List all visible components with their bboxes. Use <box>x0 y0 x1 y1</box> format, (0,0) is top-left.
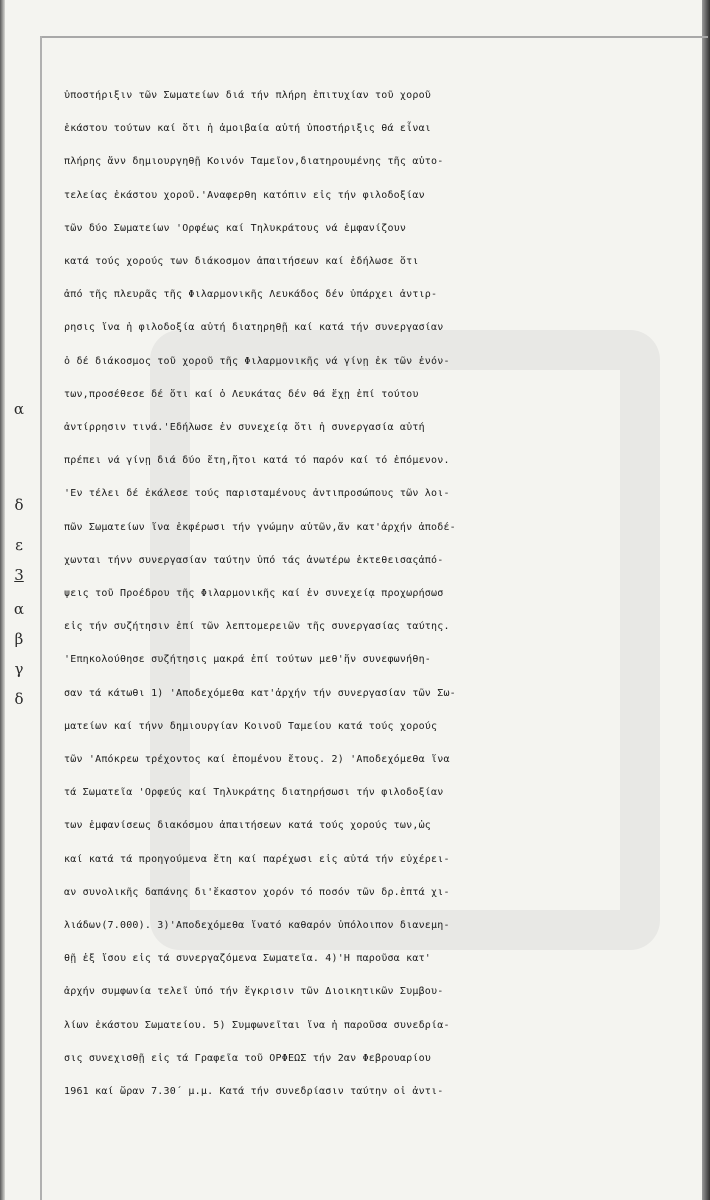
text-line: κατά τούς χορούς των διάκοσμον ἀπαιτήσεων καί ἐδήλωσε ὅτι <box>64 256 419 267</box>
text-line: ἑκάστου τούτων καί ὅτι ἡ ἀμοιβαία αὐτή ὑποστήριξις θά εἶναι <box>64 123 432 134</box>
margin-mark: δ <box>14 496 24 514</box>
margin-mark: α <box>13 600 25 618</box>
text-line: ὁ δέ διάκοσμος τοῦ χοροῦ τῆς Φιλαρμονικῆς νά γίνῃ ἐκ τῶν ἐνόν- <box>64 356 450 367</box>
text-line: λίων ἑκάστου Σωματείου. 5) Συμφωνεῖται ἵνα ἡ παροῦσα συνεδρία- <box>64 1020 450 1031</box>
text-line: ἀρχήν συμφωνία τελεῖ ὑπό τήν ἔγκρισιν τῶν Διοικητικῶν Συμβου- <box>64 986 444 997</box>
text-line: εἰς τήν συζήτησιν ἐπί τῶν λεπτομερειῶν τῆς συνεργασίας ταύτης. <box>64 621 450 632</box>
text-line: πῶν Σωματείων ἵνα ἐκφέρωσι τήν γνώμην αὐτῶν,ἄν κατ'ἀρχήν ἀποδέ- <box>64 522 456 533</box>
text-line: καί κατά τά προηγούμενα ἔτη καί παρέχωσι εἰς αὐτά τήν εὐχέρει- <box>64 854 450 865</box>
text-line: ἀντίρρησιν τινά.'Εδήλωσε ἐν συνεχείᾳ ὅτι ἡ συνεργασία αὐτή <box>64 422 425 433</box>
margin-mark: γ <box>14 660 24 678</box>
text-line: των ἐμφανίσεως διακόσμου ἀπαιτήσεων κατά τούς χορούς των,ὡς <box>64 820 432 831</box>
text-line: τελείας ἑκάστου χοροῦ.'Αναφερθη κατόπιν εἰς τήν φιλοδοξίαν <box>64 190 425 201</box>
text-line: χωνται τήνν συνεργασίαν ταύτην ὑπό τάς ἀνωτέρω ἐκτεθεισαςἀπό- <box>64 555 444 566</box>
text-line: ψεις τοῦ Προέδρου τῆς Φιλαρμονικῆς καί ἐν συνεχείᾳ προχωρήσωσ <box>64 588 444 599</box>
text-line: ρησις ἵνα ἡ φιλοδοξία αὐτή διατηρηθῇ καί κατά τήν συνεργασίαν <box>64 322 444 333</box>
margin-mark: 3 <box>14 566 24 584</box>
text-line: σις συνεχισθῇ εἰς τά Γραφεῖα τοῦ ΟΡΦΕΩΣ τήν 2αν Φεβρουαρίου <box>64 1053 432 1064</box>
text-line: 'Εν τέλει δέ ἐκάλεσε τούς παρισταμένους ἀντιπροσώπους τῶν λοι- <box>64 488 450 499</box>
margin-mark: ε <box>15 536 23 554</box>
text-line: τῶν δύο Σωματείων 'Ορφέως καί Τηλυκράτους νά ἐμφανίζουν <box>64 223 407 234</box>
text-line: αν συνολικῆς δαπάνης δι'ἕκαστον χορόν τό ποσόν τῶν δρ.ἑπτά χι- <box>64 887 450 898</box>
margin-mark: δ <box>14 690 24 708</box>
text-line: θῇ ἐξ ἴσου εἰς τά συνεργαζόμενα Σωματεῖα. 4)'Η παροῦσα κατ' <box>64 953 432 964</box>
text-line: πρέπει νά γίνῃ διά δύο ἔτη,ἤτοι κατά τό παρόν καί τό ἑπόμενον. <box>64 455 450 466</box>
text-line: ματείων καί τήνν δημιουργίαν Κοινοῦ Ταμείου κατά τούς χορούς <box>64 721 438 732</box>
text-line: σαν τά κάτωθι 1) 'Αποδεχόμεθα κατ'ἀρχήν τήν συνεργασίαν τῶν Σω- <box>64 688 456 699</box>
margin-mark: β <box>14 630 24 648</box>
text-line: 1961 καί ὥραν 7.30΄ μ.μ. Κατά τήν συνεδρίασιν ταύτην οἱ ἀντι- <box>64 1086 444 1097</box>
text-line: πλήρης ἄνν δημιουργηθῇ Κοινόν Ταμεῖον,διατηρουμένης τῆς αὐτο- <box>64 156 444 167</box>
text-line: ὑποστήριξιν τῶν Σωματείων διά τήν πλήρη ἐπιτυχίαν τοῦ χοροῦ <box>64 90 432 101</box>
text-line: 'Επηκολούθησε συζήτησις μακρά ἐπί τούτων μεθ'ἥν συνεφωνήθη- <box>64 654 432 665</box>
text-line: των,προσέθεσε δέ ὅτι καί ὁ Λευκάτας δέν θά ἔχῃ ἐπί τούτου <box>64 389 419 400</box>
margin-mark: α <box>13 400 25 418</box>
left-margin-marks <box>4 0 34 1200</box>
page-left-edge <box>40 36 42 1200</box>
text-line: ἀπό τῆς πλευρᾶς τῆς Φιλαρμονικῆς Λευκάδος δέν ὑπάρχει ἀντιρ- <box>64 289 438 300</box>
page-top-edge <box>40 36 708 38</box>
text-line: τῶν 'Απόκρεω τρέχοντος καί ἑπομένου ἔτους. 2) 'Αποδεχόμεθα ἵνα <box>64 754 450 765</box>
text-line: τά Σωματεῖα 'Ορφεύς καί Τηλυκράτης διατηρήσωσι τήν φιλοδοξίαν <box>64 787 444 798</box>
text-line: λιάδων(7.000). 3)'Αποδεχόμεθα ἵνατό καθαρόν ὑπόλοιπον διανεμη- <box>64 920 450 931</box>
